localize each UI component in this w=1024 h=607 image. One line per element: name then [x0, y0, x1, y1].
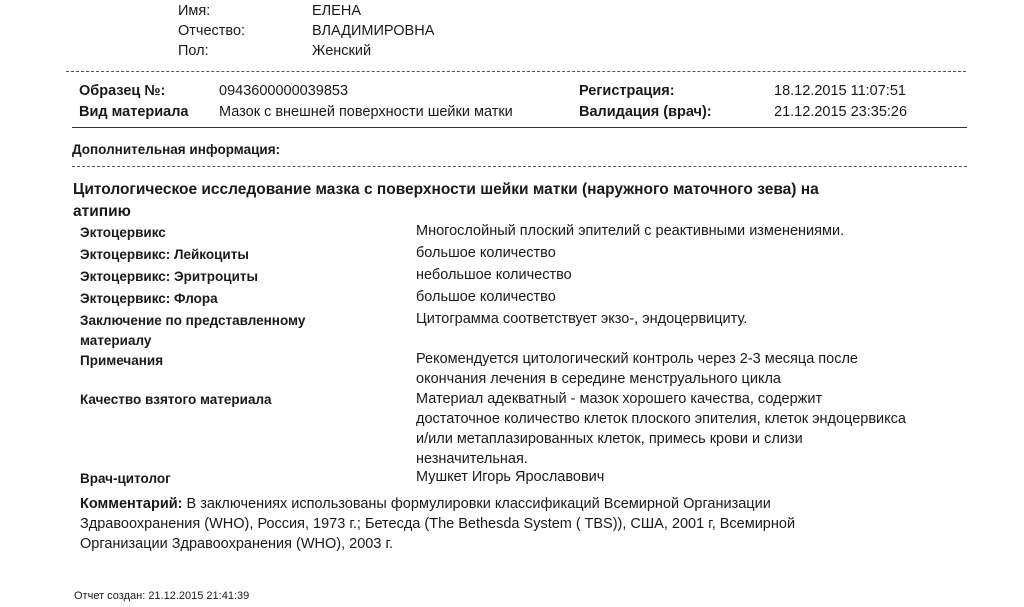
section-divider: [72, 127, 967, 128]
validation-label: Валидация (врач):: [579, 104, 712, 120]
row-label: Заключение по представленному: [80, 313, 306, 328]
comment-line3: Организации Здравоохранения (WHO), 2003 г.: [80, 536, 394, 552]
row-label: Эктоцервикс: Эритроциты: [80, 269, 259, 284]
row-value: [416, 389, 906, 469]
row-label: Врач-цитолог: [80, 471, 171, 486]
row-value: Цитограмма соответствует экзо-, эндоцервициту.: [416, 311, 748, 327]
patronymic-value: ВЛАДИМИРОВНА: [312, 23, 435, 39]
row-value-line: и/или метаплазированных клеток, примесь крови и слизи: [416, 431, 803, 447]
section-divider: [72, 166, 967, 167]
material-label: Вид материала: [79, 104, 189, 120]
row-value-line: достаточное количество клеток плоского эпителия, клеток эндоцервикса: [416, 411, 906, 427]
row-value-line: незначительная.: [416, 451, 528, 467]
comment-label: Комментарий:: [80, 496, 183, 512]
row-value: большое количество: [416, 245, 556, 261]
comment-line1: [80, 496, 771, 512]
row-value: небольшое количество: [416, 267, 572, 283]
report-created: Отчет создан: 21.12.2015 21:41:39: [74, 590, 250, 602]
additional-info-label: Дополнительная информация:: [72, 142, 281, 157]
row-label: материалу: [80, 333, 152, 348]
row-value-line: Материал адекватный - мазок хорошего качества, содержит: [416, 391, 823, 407]
registration-value: 18.12.2015 11:07:51: [774, 83, 906, 99]
study-title-line2: атипию: [73, 203, 131, 220]
row-label: Эктоцервикс: [80, 225, 166, 240]
row-value: Мушкет Игорь Ярославович: [416, 469, 605, 485]
row-value: [416, 349, 858, 389]
validation-value: 21.12.2015 23:35:26: [774, 104, 908, 120]
comment-line2: Здравоохранения (WHO), Россия, 1973 г.; Бетесда (The Bethesda System ( TBS)), США, 2001 г, Всемирной: [80, 516, 796, 532]
comment-text: В заключениях использованы формулировки классификаций Всемирной Организации: [182, 496, 771, 512]
row-label: Примечания: [80, 353, 164, 368]
row-value: Многослойный плоский эпителий с реактивными изменениями.: [416, 223, 845, 239]
name-value: ЕЛЕНА: [312, 3, 362, 19]
sex-value: Женский: [312, 43, 372, 59]
material-value: Мазок с внешней поверхности шейки матки: [219, 104, 513, 120]
sample-id-label: Образец №:: [79, 83, 166, 99]
sample-id-value: 0943600000039853: [219, 83, 349, 99]
row-label: Эктоцервикс: Флора: [80, 291, 218, 306]
section-divider: [66, 71, 966, 72]
sex-label: Пол:: [178, 43, 209, 59]
row-value-line: окончания лечения в середине менструального цикла: [416, 371, 781, 387]
row-label: Качество взятого материала: [80, 392, 272, 407]
row-label: Эктоцервикс: Лейкоциты: [80, 247, 249, 262]
row-value-line: Рекомендуется цитологический контроль через 2-3 месяца после: [416, 351, 858, 367]
row-value: большое количество: [416, 289, 556, 305]
patronymic-label: Отчество:: [178, 23, 246, 39]
study-title-line1: Цитологическое исследование мазка с поверхности шейки матки (наружного маточного зева) на: [73, 181, 819, 198]
name-label: Имя:: [178, 3, 211, 19]
registration-label: Регистрация:: [579, 83, 675, 99]
